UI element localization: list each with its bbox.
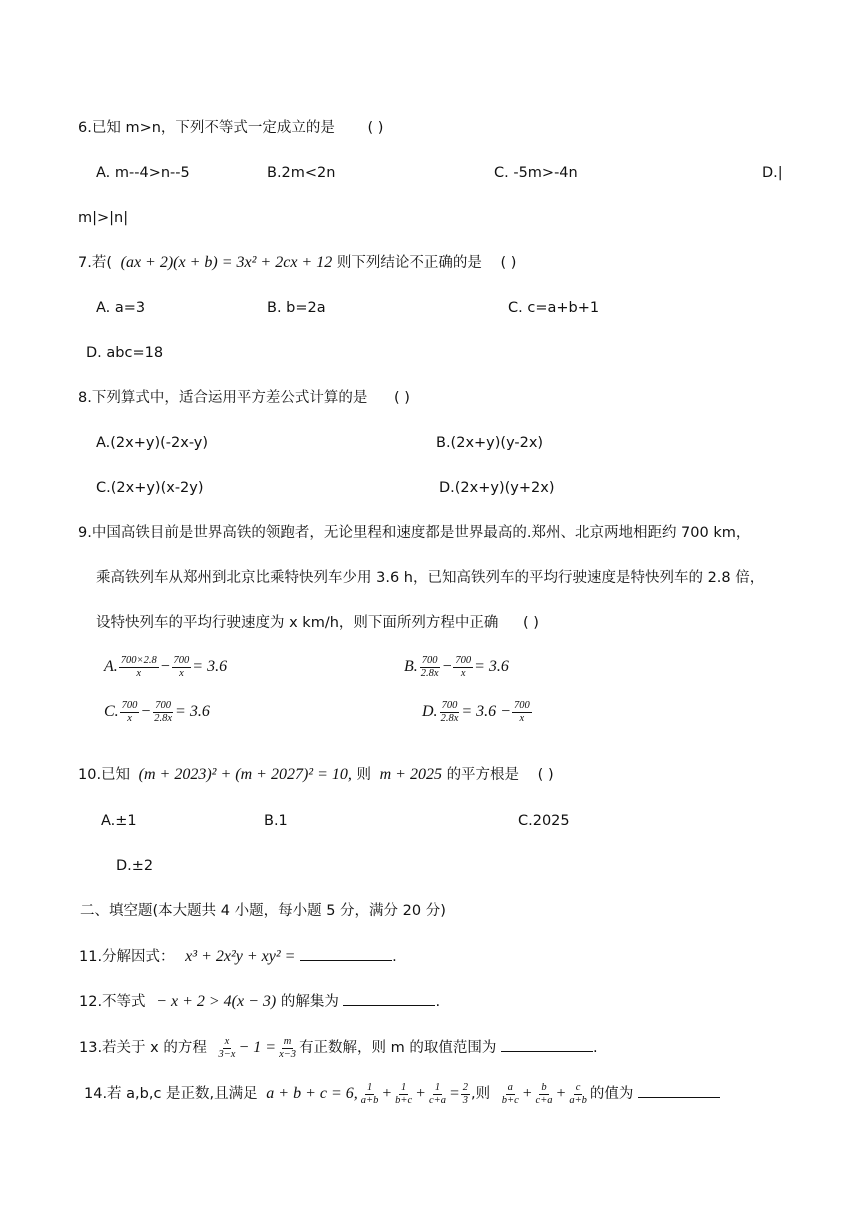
answer-paren: ( ) — [393, 390, 410, 406]
question-14-condition: a + b + c = 6, $\frac{1}{a+b}$ + $\frac{1}{b+c}$ + $\frac{1}{c+a}$ = $\frac{2}{3}$ — [266, 1082, 469, 1106]
option-8c: C.(2x+y)(x-2y) — [96, 480, 204, 496]
option-10d: D.±2 — [116, 858, 154, 874]
question-9-line-3 — [96, 613, 539, 633]
fraction — [172, 655, 192, 680]
denominator: x−3 — [279, 1049, 297, 1060]
denominator: x — [460, 668, 466, 679]
denominator: x — [179, 668, 184, 679]
option-9a: A. $\frac{700\times 2.8}{x}$ − $\frac{700}{x}$ = 3.6 — [104, 655, 228, 679]
fraction — [439, 700, 461, 725]
option-6a: A. m--4>n--5 — [96, 165, 190, 181]
numerator: m — [283, 1036, 292, 1047]
fraction — [419, 655, 441, 680]
option-7a: A. a=3 — [96, 300, 146, 316]
option-8a: A.(2x+y)(-2x-y) — [96, 435, 209, 451]
numerator: a — [507, 1082, 513, 1093]
question-9-line-3-text: 设特快列车的平均行驶速度为 x km/h，则下面所列方程中正确 — [96, 615, 499, 631]
denominator: b+c — [395, 1095, 413, 1106]
fraction — [567, 1082, 589, 1107]
numerator: 1 — [434, 1082, 441, 1093]
period: . — [593, 1040, 598, 1057]
section-2-title: 二、填空题(本大题共 4 小题，每小题 5 分，满分 20 分) — [80, 903, 446, 919]
option-9d-mid: = 3.6 − — [461, 703, 511, 721]
numerator: 1 — [401, 1082, 407, 1093]
numerator: 700 — [455, 655, 472, 666]
question-13 — [79, 1036, 598, 1061]
question-11-formula: x³ + 2x²y + xy² = — [185, 948, 296, 965]
equation-mid: − 1 = — [238, 1039, 277, 1057]
fraction — [120, 700, 140, 725]
numerator: 700 — [155, 700, 171, 711]
numerator: 700 — [513, 700, 530, 711]
denominator: 3 — [462, 1095, 469, 1106]
fraction — [427, 1082, 448, 1107]
numerator: 2 — [462, 1082, 469, 1093]
question-14 — [84, 1082, 720, 1107]
numerator: 700 — [121, 700, 138, 711]
question-14-expression: $\frac{a}{b+c}$ + $\frac{b}{c+a}$ + $\frac{c}{a+b}$ — [501, 1082, 587, 1106]
question-10-stem — [78, 765, 554, 785]
denominator: 2.8x — [420, 668, 439, 679]
fraction — [152, 700, 174, 725]
question-14-suffix: 的值为 — [589, 1086, 634, 1103]
denominator: b+c — [501, 1095, 519, 1106]
question-13-suffix: 有正数解，则 m 的取值范围为 — [299, 1040, 497, 1057]
fraction — [534, 1082, 555, 1107]
option-9c-rhs: = 3.6 — [175, 703, 210, 721]
fraction — [512, 700, 532, 725]
equals: = — [448, 1085, 460, 1103]
denominator: 3−x — [218, 1049, 236, 1060]
fraction — [453, 655, 473, 680]
option-9d — [422, 700, 533, 725]
numerator: 700 — [421, 655, 438, 666]
option-10b: B.1 — [264, 813, 288, 829]
question-12 — [79, 991, 440, 1012]
answer-blank[interactable] — [501, 1037, 593, 1052]
answer-paren: ( ) — [367, 120, 384, 136]
option-6c: C. -5m>-4n — [494, 165, 578, 181]
option-8b: B.(2x+y)(y-2x) — [436, 435, 544, 451]
question-10-mid: 则 — [356, 767, 371, 783]
question-14-prefix: 14.若 a,b,c 是正数,且满足 — [84, 1086, 258, 1103]
question-6-text: 6.已知 m>n，下列不等式一定成立的是 — [78, 120, 335, 136]
question-10-expr: m + 2025 — [379, 766, 442, 783]
answer-blank[interactable] — [300, 946, 392, 961]
fraction — [500, 1082, 521, 1107]
numerator: c — [575, 1082, 581, 1093]
question-7-stem — [78, 253, 516, 273]
question-8-stem — [78, 388, 410, 408]
fraction — [359, 1082, 381, 1107]
numerator: 700×2.8 — [120, 655, 157, 666]
option-10c: C.2025 — [518, 813, 570, 829]
fraction — [277, 1036, 298, 1061]
question-13-equation — [215, 1036, 299, 1060]
denominator: a+b — [569, 1095, 587, 1106]
option-7c: C. c=a+b+1 — [508, 300, 600, 316]
option-6d: D.| — [762, 165, 783, 181]
numerator: x — [224, 1036, 230, 1047]
answer-paren: ( ) — [523, 615, 539, 631]
option-9d-label: D. — [422, 703, 438, 721]
fraction — [119, 655, 159, 680]
option-6b: B.2m<2n — [267, 165, 336, 181]
question-12-prefix: 12.不等式 — [79, 994, 146, 1010]
question-7-suffix: 则下列结论不正确的是 — [336, 255, 482, 271]
option-9a-rhs: = 3.6 — [192, 658, 228, 676]
denominator: a+b — [360, 1095, 379, 1106]
option-7d: D. abc=18 — [86, 345, 164, 361]
option-10a: A.±1 — [101, 813, 137, 829]
question-10-prefix: 10.已知 — [78, 767, 131, 783]
question-10-suffix: 的平方根是 — [446, 767, 520, 783]
answer-paren: ( ) — [500, 255, 517, 271]
question-7-prefix: 7.若( — [78, 255, 112, 271]
option-6d-continued: m|>|n| — [78, 210, 129, 226]
fraction — [461, 1082, 470, 1107]
question-14-then: ,则 — [471, 1086, 491, 1103]
question-6-stem — [78, 118, 383, 138]
option-9c: C. $\frac{700}{x}$ − $\frac{700}{2.8x}$ = 3.6 — [104, 700, 210, 724]
denominator: x — [136, 668, 142, 679]
answer-paren: ( ) — [537, 767, 554, 783]
question-10-formula: (m + 2023)² + (m + 2027)² = 10, — [138, 766, 352, 783]
fraction — [393, 1082, 414, 1107]
condition: a + b + c = 6, — [266, 1085, 358, 1103]
question-13-prefix: 13.若关于 x 的方程 — [79, 1040, 207, 1057]
question-7-formula: (ax + 2)(x + b) = 3x² + 2cx + 12 — [120, 254, 333, 271]
question-12-suffix: 的解集为 — [280, 994, 339, 1010]
numerator: 700 — [441, 700, 458, 711]
option-9b: B. $\frac{700}{2.8x}$ − $\frac{700}{x}$ = 3.6 — [404, 655, 509, 679]
option-9c-label: C. — [104, 703, 119, 721]
numerator: 1 — [366, 1082, 373, 1093]
option-9b-label: B. — [404, 658, 418, 676]
period: . — [435, 994, 441, 1010]
option-7b: B. b=2a — [267, 300, 326, 316]
answer-blank[interactable] — [343, 991, 435, 1006]
numerator: 700 — [173, 655, 190, 666]
option-8d: D.(2x+y)(y+2x) — [439, 480, 555, 496]
denominator: 2.8x — [440, 713, 459, 724]
denominator: c+a — [428, 1095, 446, 1106]
denominator: x — [127, 713, 132, 724]
numerator: b — [541, 1082, 547, 1093]
question-11 — [79, 946, 397, 967]
question-11-prefix: 11.分解因式： — [79, 949, 175, 965]
question-8-text: 8.下列算式中，适合运用平方差公式计算的是 — [78, 390, 368, 406]
answer-blank[interactable] — [638, 1083, 720, 1098]
denominator: x — [519, 713, 525, 724]
option-9a-label: A. — [104, 658, 118, 676]
question-9-line-2: 乘高铁列车从郑州到北京比乘特快列车少用 3.6 h，已知高铁列车的平均行驶速度是特快列车的 2.8 倍， — [96, 570, 765, 586]
fraction — [216, 1036, 237, 1061]
denominator: 2.8x — [154, 713, 173, 724]
question-9-line-1: 9.中国高铁目前是世界高铁的领跑者，无论里程和速度都是世界最高的.郑州、北京两地相距约 700 km， — [78, 525, 751, 541]
question-12-formula: − x + 2 > 4(x − 3) — [156, 993, 277, 1010]
period: . — [392, 949, 397, 965]
denominator: c+a — [535, 1095, 553, 1106]
option-9b-rhs: = 3.6 — [474, 658, 509, 676]
